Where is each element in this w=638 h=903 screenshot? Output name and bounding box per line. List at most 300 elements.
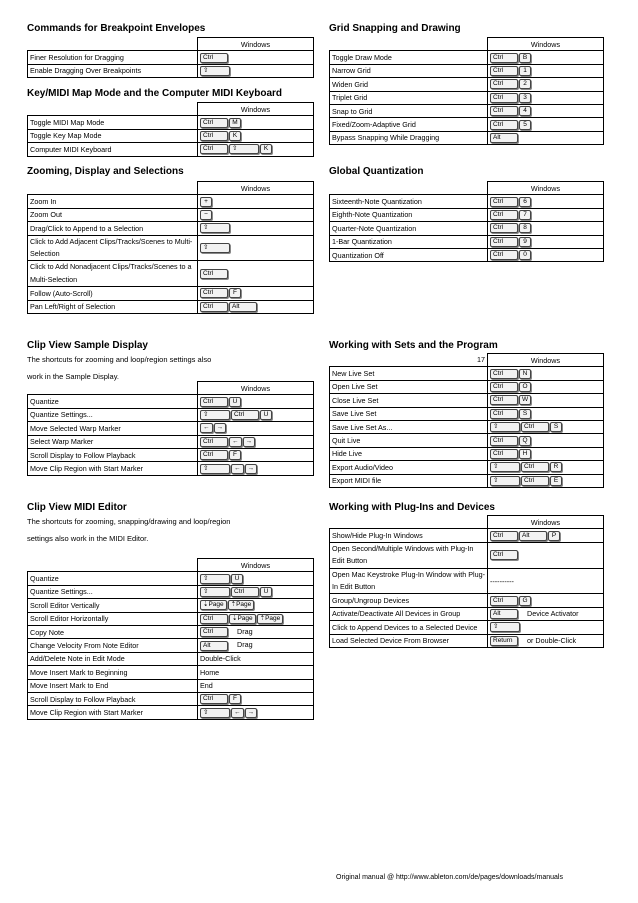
shortcut-row xyxy=(330,235,604,248)
keycap: Ctrl xyxy=(521,422,549,432)
column-header-windows: Windows xyxy=(198,559,314,572)
keycap: Ctrl xyxy=(200,269,228,279)
shortcut-label: Select Warp Marker xyxy=(28,435,198,448)
table-midimap xyxy=(27,102,314,157)
keycap: Ctrl xyxy=(490,79,518,89)
shortcut-keys xyxy=(198,261,314,287)
shortcut-text: End xyxy=(200,681,213,691)
shortcut-label: Move Insert Mark to End xyxy=(28,679,198,692)
shortcut-row xyxy=(28,208,314,221)
shortcut-keys xyxy=(488,594,604,607)
shortcut-label: 1-Bar Quantization xyxy=(330,235,488,248)
shortcut-label: Fixed/Zoom-Adaptive Grid xyxy=(330,118,488,131)
shortcut-keys xyxy=(198,612,314,625)
keycap: Ctrl xyxy=(490,382,518,392)
shortcut-keys xyxy=(488,195,604,208)
table-header-row xyxy=(330,516,604,529)
section-title-plugins: Working with Plug-Ins and Devices xyxy=(329,502,495,513)
keycap: Ctrl xyxy=(490,395,518,405)
shortcut-row xyxy=(28,235,314,261)
shortcut-keys xyxy=(198,300,314,313)
keycap: N xyxy=(519,369,531,379)
shortcut-label: Drag/Click to Append to a Selection xyxy=(28,222,198,235)
shortcut-keys xyxy=(198,116,314,129)
keycap: − xyxy=(200,210,212,220)
shortcut-keys xyxy=(488,104,604,117)
keycap: Ctrl xyxy=(490,237,518,247)
keycap: F xyxy=(229,288,241,298)
header-label-cell xyxy=(28,559,198,572)
shortcut-keys xyxy=(198,287,314,300)
keycap: Ctrl xyxy=(200,627,228,637)
keycap: Q xyxy=(519,436,531,446)
shortcut-row xyxy=(28,422,314,435)
shortcut-row xyxy=(330,407,604,420)
keycap: P xyxy=(548,531,560,541)
shortcut-keys xyxy=(198,129,314,142)
shortcut-keys xyxy=(198,639,314,652)
keycap: Ctrl xyxy=(200,450,228,460)
table-header-row xyxy=(28,38,314,51)
shortcut-label: Quarter-Note Quantization xyxy=(330,222,488,235)
shortcut-row xyxy=(330,51,604,64)
mideditor-desc-1: The shortcuts for zooming, snapping/drawing and loop/region xyxy=(27,517,231,526)
keycap: 6 xyxy=(519,197,531,207)
column-header-windows: Windows xyxy=(198,103,314,116)
shortcut-keys xyxy=(198,448,314,461)
shortcut-label: Move Clip Region with Start Marker xyxy=(28,462,198,475)
shortcut-label: Click to Add Adjacent Clips/Tracks/Scenes to Multi-Selection xyxy=(28,235,198,261)
section-title-zoom: Zooming, Display and Selections xyxy=(27,166,184,177)
keycap: → xyxy=(245,708,258,718)
keycap: ← xyxy=(231,464,244,474)
keycap: ⇧ xyxy=(490,422,520,432)
shortcut-keys xyxy=(198,692,314,705)
shortcut-label: Scroll Editor Vertically xyxy=(28,599,198,612)
shortcut-label: Zoom In xyxy=(28,195,198,208)
shortcut-row xyxy=(28,625,314,638)
shortcut-row xyxy=(330,529,604,542)
shortcut-label: Add/Delete Note in Edit Mode xyxy=(28,652,198,665)
shortcut-keys xyxy=(488,367,604,380)
table-header-row xyxy=(28,103,314,116)
column-header-windows: Windows xyxy=(198,38,314,51)
table-header-row xyxy=(330,38,604,51)
shortcut-label: Sixteenth-Note Quantization xyxy=(330,195,488,208)
shortcut-row xyxy=(330,78,604,91)
shortcut-row xyxy=(28,408,314,421)
shortcut-label: Pan Left/Right of Selection xyxy=(28,300,198,313)
keycap: Ctrl xyxy=(490,596,518,606)
shortcut-keys xyxy=(488,118,604,131)
keycap: E xyxy=(550,476,562,486)
keycap: Ctrl xyxy=(490,409,518,419)
shortcut-row xyxy=(330,208,604,221)
shortcut-row xyxy=(330,131,604,144)
keycap: Ctrl xyxy=(490,531,518,541)
shortcut-label: Change Velocity From Note Editor xyxy=(28,639,198,652)
keycap: Ctrl xyxy=(490,120,518,130)
shortcut-label: Scroll Display to Follow Playback xyxy=(28,692,198,705)
keycap: Ctrl xyxy=(490,436,518,446)
shortcut-keys xyxy=(198,666,314,679)
shortcut-row xyxy=(28,448,314,461)
shortcut-keys xyxy=(198,235,314,261)
shortcut-row xyxy=(330,64,604,77)
shortcut-row xyxy=(330,195,604,208)
table-header-row xyxy=(330,354,604,367)
shortcut-row xyxy=(330,594,604,607)
shortcut-label: Save Live Set xyxy=(330,407,488,420)
table-plugins xyxy=(329,515,604,648)
shortcut-label: Click to Append Devices to a Selected Device xyxy=(330,621,488,634)
keycap: Alt xyxy=(490,609,518,619)
keycap: ⇣Page xyxy=(229,614,256,624)
shortcut-row xyxy=(330,394,604,407)
column-header-windows: Windows xyxy=(198,182,314,195)
keycap: U xyxy=(231,574,243,584)
keycap: ⇧ xyxy=(200,464,230,474)
shortcut-keys xyxy=(488,420,604,433)
keycap: Ctrl xyxy=(231,410,259,420)
shortcut-label: Computer MIDI Keyboard xyxy=(28,143,198,156)
shortcut-keys xyxy=(488,78,604,91)
shortcut-action-text: Drag xyxy=(237,640,253,650)
shortcut-keys xyxy=(198,625,314,638)
shortcut-label: Quantize Settings... xyxy=(28,408,198,421)
keycap: Ctrl xyxy=(200,302,228,312)
shortcut-label: Quantization Off xyxy=(330,248,488,261)
shortcut-keys xyxy=(488,621,604,634)
shortcut-keys xyxy=(488,235,604,248)
shortcut-keys xyxy=(488,447,604,460)
shortcut-row xyxy=(28,652,314,665)
shortcut-label: Save Live Set As... xyxy=(330,420,488,433)
keycap: S xyxy=(519,409,531,419)
shortcut-label: Open Second/Multiple Windows with Plug-In Edit Button xyxy=(330,542,488,568)
keycap: F xyxy=(229,694,241,704)
keycap: Ctrl xyxy=(490,93,518,103)
keycap: ⇧ xyxy=(490,622,520,632)
header-label-cell xyxy=(330,182,488,195)
shortcut-row xyxy=(28,287,314,300)
table-quant xyxy=(329,181,604,262)
keycap: Ctrl xyxy=(490,449,518,459)
keycap: Ctrl xyxy=(490,223,518,233)
keycap: ⇧ xyxy=(200,243,230,253)
shortcut-keys xyxy=(198,462,314,475)
keycap: Ctrl xyxy=(200,614,228,624)
shortcut-label: Click to Add Nonadjacent Clips/Tracks/Scenes to a Multi-Selection xyxy=(28,261,198,287)
shortcut-keys xyxy=(488,394,604,407)
shortcut-label: Show/Hide Plug-In Windows xyxy=(330,529,488,542)
shortcut-keys xyxy=(198,395,314,408)
shortcut-keys xyxy=(198,599,314,612)
shortcut-label: Export MIDI file xyxy=(330,474,488,487)
shortcut-row xyxy=(28,195,314,208)
table-sets xyxy=(329,353,604,488)
shortcut-keys xyxy=(198,195,314,208)
shortcut-keys xyxy=(198,222,314,235)
keycap: Alt xyxy=(200,641,228,651)
footer-source: Original manual @ http://www.ableton.com/de/pages/downloads/manuals xyxy=(336,874,563,881)
shortcut-keys xyxy=(198,652,314,665)
shortcut-label: Move Insert Mark to Beginning xyxy=(28,666,198,679)
shortcut-keys xyxy=(488,529,604,542)
shortcut-row xyxy=(330,461,604,474)
shortcut-keys xyxy=(488,248,604,261)
shortcut-row xyxy=(330,568,604,594)
shortcut-keys xyxy=(198,143,314,156)
shortcut-label: Scroll Display to Follow Playback xyxy=(28,448,198,461)
keycap: M xyxy=(229,118,241,128)
keycap: ⇧ xyxy=(200,410,230,420)
shortcut-row xyxy=(28,222,314,235)
shortcut-keys xyxy=(198,64,314,77)
shortcut-label: Toggle Draw Mode xyxy=(330,51,488,64)
shortcut-row xyxy=(28,666,314,679)
shortcut-label: Follow (Auto-Scroll) xyxy=(28,287,198,300)
shortcut-label: Toggle MIDI Map Mode xyxy=(28,116,198,129)
section-title-midimap: Key/MIDI Map Mode and the Computer MIDI Keyboard xyxy=(27,88,283,99)
shortcut-row xyxy=(28,706,314,719)
shortcut-label: Quantize Settings... xyxy=(28,585,198,598)
shortcut-row xyxy=(28,679,314,692)
shortcut-label: Quantize xyxy=(28,572,198,585)
shortcut-row xyxy=(28,261,314,287)
shortcut-row xyxy=(330,474,604,487)
column-header-windows: Windows xyxy=(488,516,604,529)
header-label-cell xyxy=(28,38,198,51)
keycap: 9 xyxy=(519,237,531,247)
shortcut-row xyxy=(330,367,604,380)
shortcut-keys xyxy=(488,568,604,594)
keycap: U xyxy=(229,397,241,407)
table-header-row xyxy=(28,382,314,395)
column-header-windows: Windows xyxy=(488,38,604,51)
keycap: Ctrl xyxy=(200,694,228,704)
page-number: 17 xyxy=(477,355,485,365)
keycap: Alt xyxy=(490,133,518,143)
shortcut-row xyxy=(330,91,604,104)
keycap: → xyxy=(214,423,227,433)
shortcut-keys xyxy=(488,607,604,620)
shortcut-keys xyxy=(488,51,604,64)
keycap: ⇡Page xyxy=(257,614,284,624)
section-title-breakpoint: Commands for Breakpoint Envelopes xyxy=(27,23,206,34)
keycap: 2 xyxy=(519,79,531,89)
shortcut-label: Close Live Set xyxy=(330,394,488,407)
shortcut-row xyxy=(28,639,314,652)
header-label-cell xyxy=(330,516,488,529)
table-mideditor xyxy=(27,558,314,720)
shortcut-label: Group/Ungroup Devices xyxy=(330,594,488,607)
keycap: H xyxy=(519,449,531,459)
shortcut-label: Open Live Set xyxy=(330,380,488,393)
table-header-row xyxy=(28,182,314,195)
keycap: S xyxy=(550,422,562,432)
shortcut-keys xyxy=(488,407,604,420)
shortcut-action-text: or Double-Click xyxy=(527,635,577,645)
column-header-windows: Windows xyxy=(198,382,314,395)
keycap: ⇣Page xyxy=(200,600,227,610)
section-title-grid: Grid Snapping and Drawing xyxy=(329,23,461,34)
shortcut-row xyxy=(28,585,314,598)
section-title-sets: Working with Sets and the Program xyxy=(329,340,498,351)
shortcut-keys xyxy=(198,706,314,719)
keycap: Alt xyxy=(519,531,547,541)
shortcut-label: Open Mac Keystroke Plug-In Window with Plug-In Edit Button xyxy=(330,568,488,594)
shortcut-row xyxy=(330,621,604,634)
shortcut-keys xyxy=(488,222,604,235)
shortcut-keys xyxy=(488,131,604,144)
keycap: 3 xyxy=(519,93,531,103)
shortcut-row xyxy=(330,104,604,117)
keycap: ← xyxy=(200,423,213,433)
header-label-cell xyxy=(28,182,198,195)
header-label-cell xyxy=(330,38,488,51)
keycap: 1 xyxy=(519,66,531,76)
header-label-cell xyxy=(28,103,198,116)
shortcut-action-text: Device Activator xyxy=(527,608,579,618)
shortcut-keys xyxy=(198,572,314,585)
shortcut-label: Load Selected Device From Browser xyxy=(330,634,488,647)
shortcut-text: Double-Click xyxy=(200,654,241,664)
shortcut-row xyxy=(28,395,314,408)
shortcut-keys xyxy=(488,208,604,221)
keycap: Ctrl xyxy=(490,210,518,220)
keycap: B xyxy=(519,53,531,63)
keycap: 7 xyxy=(519,210,531,220)
shortcut-keys xyxy=(488,64,604,77)
table-sample xyxy=(27,381,314,476)
shortcut-row xyxy=(28,572,314,585)
table-header-row xyxy=(28,559,314,572)
shortcut-row xyxy=(28,462,314,475)
shortcut-row xyxy=(28,300,314,313)
shortcut-row xyxy=(330,222,604,235)
keycap: R xyxy=(550,462,562,472)
keycap: 0 xyxy=(519,250,531,260)
keycap: O xyxy=(519,382,531,392)
keycap: Ctrl xyxy=(231,587,259,597)
shortcut-label: Narrow Grid xyxy=(330,64,488,77)
keycap: + xyxy=(200,197,212,207)
keycap: ⇧ xyxy=(200,223,230,233)
shortcut-label: Eighth-Note Quantization xyxy=(330,208,488,221)
shortcut-text: ---------- xyxy=(490,576,514,586)
sample-desc-2: work in the Sample Display. xyxy=(27,372,119,381)
shortcut-action-text: Drag xyxy=(237,627,253,637)
shortcut-label: Toggle Key Map Mode xyxy=(28,129,198,142)
keycap: 8 xyxy=(519,223,531,233)
keycap: Return xyxy=(490,636,518,646)
keycap: → xyxy=(245,464,258,474)
keycap: 4 xyxy=(519,106,531,116)
shortcut-label: Bypass Snapping While Dragging xyxy=(330,131,488,144)
shortcut-label: Finer Resolution for Dragging xyxy=(28,51,198,64)
shortcut-keys xyxy=(488,634,604,647)
shortcut-label: Widen Grid xyxy=(330,78,488,91)
keycap: Ctrl xyxy=(490,250,518,260)
shortcut-keys xyxy=(488,461,604,474)
shortcut-label: Quit Live xyxy=(330,434,488,447)
section-title-mideditor: Clip View MIDI Editor xyxy=(27,502,127,513)
table-breakpoint xyxy=(27,37,314,78)
shortcut-keys xyxy=(198,422,314,435)
keycap: 5 xyxy=(519,120,531,130)
keycap: Alt xyxy=(229,302,257,312)
shortcut-label: Zoom Out xyxy=(28,208,198,221)
shortcut-label: New Live Set xyxy=(330,367,488,380)
keycap: Ctrl xyxy=(200,397,228,407)
shortcut-row xyxy=(28,143,314,156)
shortcut-row xyxy=(330,607,604,620)
keycap: K xyxy=(229,131,241,141)
shortcut-row xyxy=(330,542,604,568)
keycap: W xyxy=(519,395,531,405)
table-zoom xyxy=(27,181,314,314)
keycap: U xyxy=(260,587,272,597)
shortcut-keys xyxy=(198,435,314,448)
keycap: ⇧ xyxy=(490,462,520,472)
keycap: Ctrl xyxy=(200,437,228,447)
shortcut-label: Hide Live xyxy=(330,447,488,460)
shortcut-label: Snap to Grid xyxy=(330,104,488,117)
shortcut-row xyxy=(28,612,314,625)
keycap: Ctrl xyxy=(200,144,228,154)
shortcut-label: Activate/Deactivate All Devices in Group xyxy=(330,607,488,620)
shortcut-keys xyxy=(198,51,314,64)
mideditor-desc-2: settings also work in the MIDI Editor. xyxy=(27,534,149,543)
shortcut-label: Export Audio/Video xyxy=(330,461,488,474)
sample-desc-1: The shortcuts for zooming and loop/region settings also xyxy=(27,355,212,364)
keycap: → xyxy=(243,437,256,447)
shortcut-row xyxy=(330,380,604,393)
shortcut-keys xyxy=(488,91,604,104)
keycap: G xyxy=(519,596,531,606)
keycap: ← xyxy=(229,437,242,447)
shortcut-row xyxy=(330,447,604,460)
shortcut-keys xyxy=(198,585,314,598)
column-header-windows: Windows xyxy=(488,354,604,367)
shortcut-keys xyxy=(488,380,604,393)
shortcut-row xyxy=(330,420,604,433)
keycap: ⇡Page xyxy=(228,600,255,610)
keycap: ⇧ xyxy=(200,66,230,76)
shortcut-row xyxy=(28,51,314,64)
keycap: ← xyxy=(231,708,244,718)
keycap: Ctrl xyxy=(490,53,518,63)
shortcut-row xyxy=(330,634,604,647)
keycap: Ctrl xyxy=(490,106,518,116)
shortcut-keys xyxy=(198,208,314,221)
keycap: Ctrl xyxy=(200,288,228,298)
keycap: Ctrl xyxy=(200,131,228,141)
shortcut-row xyxy=(28,129,314,142)
keycap: Ctrl xyxy=(200,118,228,128)
shortcut-row xyxy=(28,692,314,705)
keycap: ⇧ xyxy=(229,144,259,154)
column-header-windows: Windows xyxy=(488,182,604,195)
keycap: ⇧ xyxy=(490,476,520,486)
keycap: Ctrl xyxy=(490,369,518,379)
table-grid xyxy=(329,37,604,145)
shortcut-keys xyxy=(488,474,604,487)
shortcut-keys xyxy=(198,408,314,421)
table-header-row xyxy=(330,182,604,195)
keycap: Ctrl xyxy=(490,197,518,207)
